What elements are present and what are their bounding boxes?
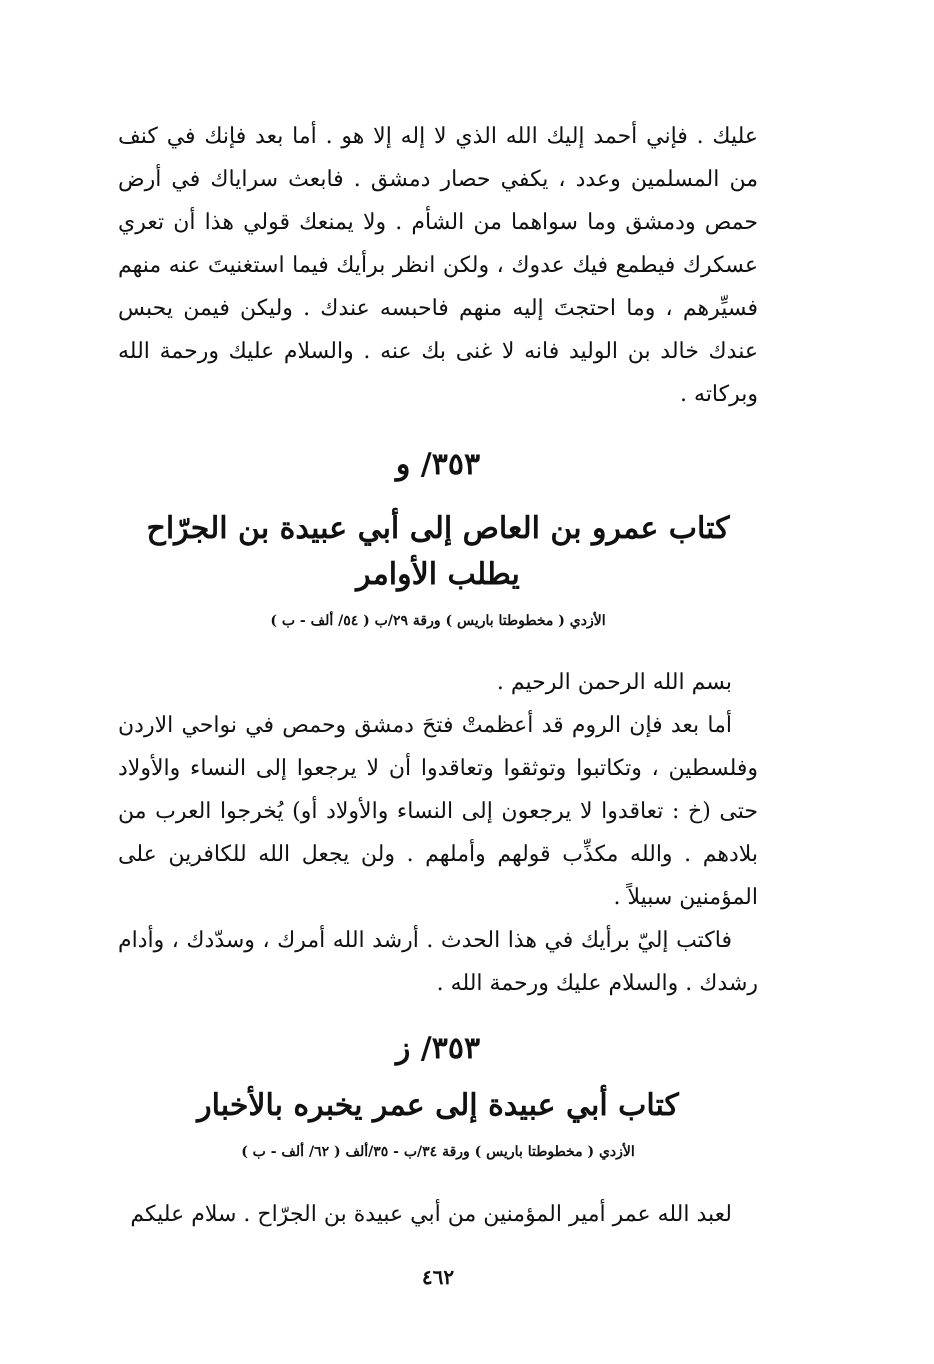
section1-source: الأزدي ( مخطوطتا باريس ) ورقة ٢٩/ب ( ٥٤/ ألف - ب ) xyxy=(270,613,606,629)
section1-title-line1: كتاب عمرو بن العاص إلى أبي عبيدة بن الجرّاح xyxy=(146,511,730,546)
section1-title-line2: يطلب الأوامر xyxy=(356,557,520,592)
section1-paragraph: فاكتب إليّ برأيك في هذا الحدث . أرشد الله أمرك ، وسدّدك ، وأدام رشدك . والسلام عليك ورحمة الله . xyxy=(118,928,758,996)
section2-source: الأزدي ( مخطوطتا باريس ) ورقة ٣٤/ب - ٣٥/ألف ( ٦٢/ ألف - ب ) xyxy=(241,1144,635,1160)
section1-paragraph: أما بعد فإن الروم قد أعظمتْ فتحَ دمشق وحمص في نواحي الاردن وفلسطين ، وتكاتبوا وتوثقوا وتعاقدوا أن لا يرجعوا إلى النساء والأولاد حتى (خ : تعاقدوا لا يرجعون إلى النساء والأولاد أو) يُخرجوا العرب من بلادهم . والله مكذِّب قولهم وأملهم . ولن يجعل الله للكافرين على المؤمنين سبيلاً . xyxy=(118,713,758,910)
section2-paragraph: لعبد الله عمر أمير المؤمنين من أبي عبيدة بن الجرّاح . سلام عليكم xyxy=(130,1202,732,1227)
section1-basmala: بسم الله الرحمن الرحيم . xyxy=(496,670,732,695)
continuation-text xyxy=(118,115,758,416)
section2-title: كتاب أبي عبيدة إلى عمر يخبره بالأخبار xyxy=(197,1088,679,1123)
section1-title xyxy=(118,506,758,598)
page-number: ٤٦٢ xyxy=(421,1265,455,1289)
continuation-paragraph: عليك . فإني أحمد إليك الله الذي لا إله إلا هو . أما بعد فإنك في كنف من المسلمين وعدد ، يكفي حصار دمشق . فابعث سراياك في أرض حمص ودمشق وما سواهما من الشأم . ولا يمنعك قولي هذا أن تعري عسكرك فيطمع فيك عدوك ، ولكن انظر برأيك فيما استغنيتَ عنه منهم فسيِّرهم ، وما احتجتَ إليه منهم فاحبسه عندك . وليكن فيمن يحبس عندك خالد بن الوليد فانه لا غنى بك عنه . والسلام عليك ورحمة الله وبركاته . xyxy=(118,124,758,407)
section1-number: ٣٥٣/ و xyxy=(395,447,481,482)
section2-body xyxy=(118,1193,758,1236)
section1-body xyxy=(118,661,758,1005)
section2-number: ٣٥٣/ ز xyxy=(395,1031,481,1066)
